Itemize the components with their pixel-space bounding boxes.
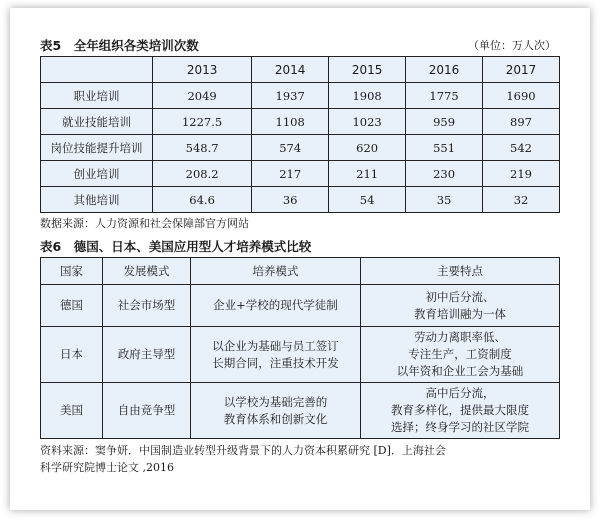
- cell-line: 初中后分流、: [425, 289, 495, 304]
- table-cell: 36: [252, 187, 329, 213]
- table-row: [41, 135, 560, 161]
- table-cell: 219: [483, 161, 560, 187]
- table-cell: 897: [483, 109, 560, 135]
- row-label: 就业技能培训: [41, 109, 153, 135]
- table5-source: 数据来源：人力资源和社会保障部官方网站: [40, 217, 249, 230]
- cell-line: 以年资和企业工会为基础: [396, 364, 524, 378]
- document-content: [40, 34, 560, 476]
- table-cell: 35: [406, 187, 483, 213]
- country-cell: 日本: [41, 327, 103, 383]
- table-cell: 208.2: [153, 161, 252, 187]
- mode-cell: 社会市场型: [103, 285, 191, 327]
- table-cell: 1227.5: [153, 109, 252, 135]
- source-line: 科学研究院博士论文 ,2016: [40, 461, 174, 474]
- table-cell: 1108: [252, 109, 329, 135]
- features-cell: [361, 285, 560, 327]
- source-line: 资料来源：窦争妍．中国制造业转型升级背景下的人力资本积累研究 [D]．上海社会: [40, 444, 446, 457]
- features-cell: [361, 327, 560, 383]
- table-cell: 1908: [329, 83, 406, 109]
- row-label: 岗位技能提升培训: [41, 135, 153, 161]
- table-row: [41, 161, 560, 187]
- cell-line: 以学校为基础完善的: [223, 394, 328, 409]
- table5-header-cell: 2014: [252, 57, 329, 83]
- table6-header-cell: 发展模式: [103, 258, 191, 285]
- table-cell: 1775: [406, 83, 483, 109]
- table-cell: 1023: [329, 109, 406, 135]
- table6-model-comparison: [40, 257, 560, 439]
- row-label: 创业培训: [41, 161, 153, 187]
- table5-unit: （单位：万人次）: [468, 39, 556, 52]
- table5-header-row: [41, 57, 560, 83]
- cell-line: 教育多样化，提供最大限度: [391, 403, 529, 417]
- training-cell: [191, 383, 361, 439]
- table6-header-cell: 主要特点: [361, 258, 560, 285]
- table-cell: 1690: [483, 83, 560, 109]
- table6-header-row: [41, 258, 560, 285]
- table5-header-cell: 2013: [153, 57, 252, 83]
- country-cell: 德国: [41, 285, 103, 327]
- training-cell: [191, 285, 361, 327]
- table5-header-cell: [41, 57, 153, 83]
- table5-header-cell: 2015: [329, 57, 406, 83]
- table-cell: 230: [406, 161, 483, 187]
- table-cell: 217: [252, 161, 329, 187]
- cell-line: 高中后分流，: [425, 386, 495, 400]
- row-label: 其他培训: [41, 187, 153, 213]
- table-row: [41, 187, 560, 213]
- cell-line: 长期合同，注重技术开发: [212, 355, 339, 370]
- document-page: [10, 8, 590, 510]
- table-cell: 551: [406, 135, 483, 161]
- mode-cell: 政府主导型: [103, 327, 191, 383]
- table6-header-cell: 培养模式: [191, 258, 361, 285]
- table-cell: 548.7: [153, 135, 252, 161]
- table-cell: 64.6: [153, 187, 252, 213]
- features-cell: [361, 383, 560, 439]
- cell-line: 教育培训融为一体: [414, 306, 506, 321]
- table5-header-cell: 2017: [483, 57, 560, 83]
- table-row: [41, 383, 560, 439]
- table-cell: 1937: [252, 83, 329, 109]
- table6-header-cell: 国家: [41, 258, 103, 285]
- table-row: [41, 109, 560, 135]
- row-label: 职业培训: [41, 83, 153, 109]
- table6-caption-row: [40, 235, 560, 257]
- table-row: [41, 327, 560, 383]
- table-cell: 542: [483, 135, 560, 161]
- cell-line: 劳动力离职率低、: [414, 330, 506, 344]
- table-row: [41, 285, 560, 327]
- table-cell: 620: [329, 135, 406, 161]
- cell-line: 选择；终身学习的社区学院: [391, 420, 529, 434]
- table-cell: 32: [483, 187, 560, 213]
- table-cell: 54: [329, 187, 406, 213]
- table-row: [41, 83, 560, 109]
- mode-cell: 自由竞争型: [103, 383, 191, 439]
- table6-caption: 表6 德国、日本、美国应用型人才培养模式比较: [40, 239, 312, 254]
- table-cell: 574: [252, 135, 329, 161]
- cell-line: 教育体系和创新文化: [223, 411, 328, 426]
- table6-source: [40, 442, 560, 476]
- table5-header-cell: 2016: [406, 57, 483, 83]
- table5-caption-row: [40, 34, 560, 56]
- table5-training-counts: [40, 56, 560, 213]
- table-cell: 959: [406, 109, 483, 135]
- training-cell: [191, 327, 361, 383]
- table-cell: 2049: [153, 83, 252, 109]
- cell-line: 以企业为基础与员工签订: [212, 338, 339, 353]
- table-cell: 211: [329, 161, 406, 187]
- cell-line: 专注生产，工资制度: [408, 347, 512, 361]
- cell-line: 企业+学校的现代学徒制: [213, 298, 338, 312]
- country-cell: 美国: [41, 383, 103, 439]
- table5-caption: 表5 全年组织各类培训次数: [40, 38, 199, 53]
